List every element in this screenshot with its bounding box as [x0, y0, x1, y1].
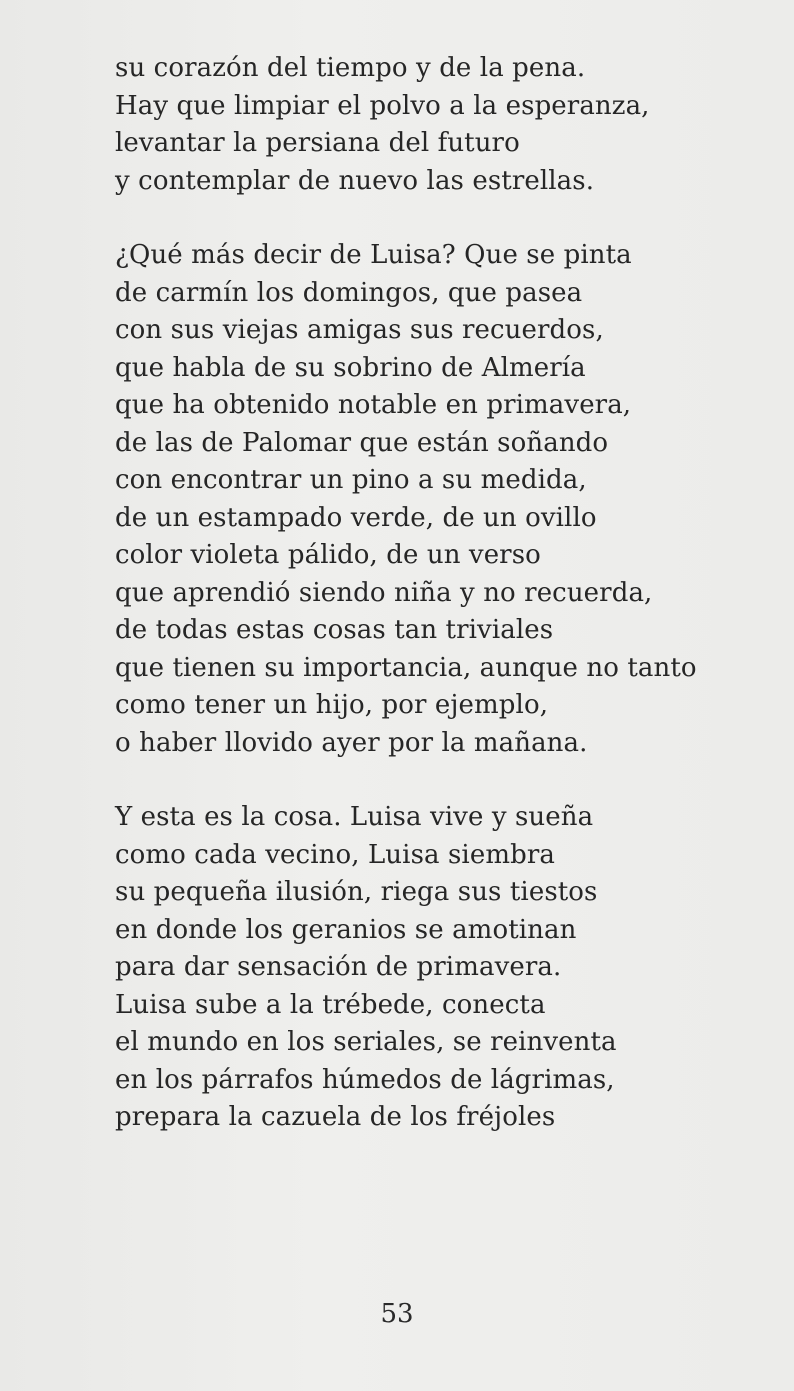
poem-line: su corazón del tiempo y de la pena.	[115, 53, 586, 83]
poem-line: en los párrafos húmedos de lágrimas,	[115, 1064, 615, 1095]
poem-line: con encontrar un pino a su medida,	[115, 465, 587, 495]
poem-line: que aprendió siendo niña y no recuerda,	[115, 577, 653, 608]
poem-line: que tienen su importancia, aunque no tanto	[115, 652, 697, 683]
poem-line: que ha obtenido notable en primavera,	[115, 390, 632, 420]
poem-line: con sus viejas amigas sus recuerdos,	[115, 315, 604, 345]
poem-line: de todas estas cosas tan triviales	[115, 615, 554, 645]
poem-line: su pequeña ilusión, riega sus tiestos	[115, 877, 598, 907]
poem-line: de las de Palomar que están soñando	[115, 427, 609, 458]
poem-line: que habla de su sobrino de Almería	[115, 352, 586, 383]
poem-body	[115, 50, 775, 1137]
poem-line: de carmín los domingos, que pasea	[115, 277, 583, 308]
poem-line: levantar la persiana del futuro	[115, 128, 520, 158]
poem-line: Y esta es la cosa. Luisa vive y sueña	[115, 802, 594, 832]
poem-line: en donde los geranios se amotinan	[115, 914, 577, 945]
poem-line: y contemplar de nuevo las estrellas.	[115, 165, 595, 196]
poem-line: o haber llovido ayer por la mañana.	[115, 727, 588, 758]
poem-line: ¿Qué más decir de Luisa? Que se pinta	[115, 240, 632, 270]
stanza-3	[115, 799, 775, 1137]
poem-line: el mundo en los seriales, se reinventa	[115, 1027, 617, 1057]
stanza-2	[115, 237, 775, 762]
poem-line: Hay que limpiar el polvo a la esperanza,	[115, 90, 650, 121]
poem-line: Luisa sube a la trébede, conecta	[115, 989, 546, 1020]
poem-line: para dar sensación de primavera.	[115, 952, 562, 982]
stanza-1	[115, 50, 775, 200]
poem-line: de un estampado verde, de un ovillo	[115, 502, 597, 533]
poem-line: prepara la cazuela de los fréjoles	[115, 1102, 556, 1132]
poem-line: color violeta pálido, de un verso	[115, 540, 541, 570]
poem-line: como cada vecino, Luisa siembra	[115, 839, 555, 870]
poem-line: como tener un hijo, por ejemplo,	[115, 690, 549, 720]
page-number: 53	[380, 1299, 414, 1329]
